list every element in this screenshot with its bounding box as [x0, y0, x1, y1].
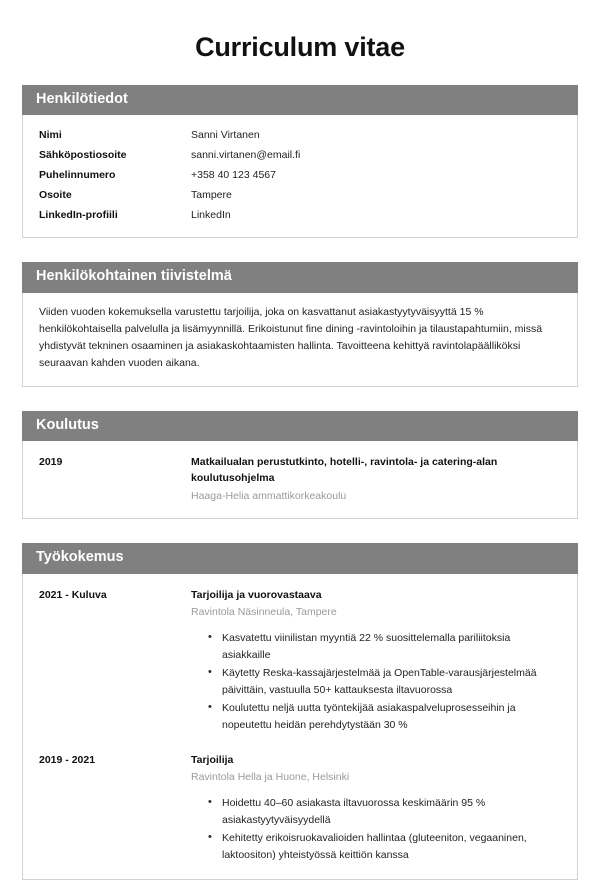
- section-body-experience: [22, 574, 578, 880]
- entry-organisation: Ravintola Hella ja Huone, Helsinki: [191, 771, 350, 784]
- section-education: [22, 411, 578, 519]
- section-header-experience: Työkokemus: [22, 543, 578, 574]
- entry-title: Matkailualan perustutkinto, hotelli-, ravintola- ja catering-alan koulutusohjelma: [191, 456, 498, 485]
- section-personal-details: [22, 85, 578, 239]
- entry-bullet-list: [191, 795, 561, 864]
- section-summary: [22, 262, 578, 387]
- section-header-summary: Henkilökohtainen tiivistelmä: [22, 262, 578, 293]
- info-row: [39, 145, 561, 165]
- info-label: Sähköpostiosoite: [39, 149, 127, 162]
- entry-organisation: Haaga-Helia ammattikorkeakoulu: [191, 489, 347, 502]
- info-value-linkedin[interactable]: LinkedIn: [191, 209, 231, 222]
- entry-period: 2019 - 2021: [39, 753, 96, 766]
- info-label: Puhelinnumero: [39, 169, 116, 182]
- info-value: Sanni Virtanen: [191, 129, 260, 142]
- section-experience: [22, 543, 578, 880]
- info-row: [39, 165, 561, 185]
- info-row: [39, 205, 561, 225]
- page-title: Curriculum vitae: [195, 32, 405, 62]
- entry-period: 2019: [39, 456, 63, 469]
- list-item: • Koulutettu neljä uutta työntekijää asiakaspalveluprosesseihin ja nopeutettu heidän perehdytystään 30 %: [208, 700, 561, 734]
- spacer-after-personal-details: [0, 238, 600, 262]
- list-item: • Hoidettu 40–60 asiakasta iltavuorossa keskimäärin 95 % asiakastyytyväisyydellä: [208, 795, 561, 829]
- info-value: +358 40 123 4567: [191, 169, 276, 182]
- section-body-personal-details: [22, 115, 578, 238]
- entry-main: [191, 455, 561, 504]
- experience-entry: [39, 584, 561, 737]
- entry-main: [191, 588, 561, 735]
- section-body-education: [22, 441, 578, 519]
- info-label: Osoite: [39, 189, 72, 202]
- entry-bullet-list: [191, 630, 561, 734]
- info-row: [39, 185, 561, 205]
- list-item: • Kasvatettu viinilistan myyntiä 22 % suosittelemalla pariliitoksia asiakkaille: [208, 630, 561, 664]
- list-item: • Käytetty Reska-kassajärjestelmää ja OpenTable-varausjärjestelmää päivittäin, vastuulla 50+ kattauksesta iltavuorossa: [208, 665, 561, 699]
- summary-paragraph: Viiden vuoden kokemuksella varustettu tarjoilija, joka on kasvattanut asiakastyytyväisyyttä 15 % henkilökohtaisella palvelulla ja lisämyynnillä. Erikoistunut fine dining -ravintoloihin ja tilaustapahtumiin, missä yhdistyvät tekninen osaaminen ja asiakaskohtaamisten hallinta. Tavoitteena kehittyä ravintolapäälliköksi seuraavan kahden vuoden aikana.: [39, 305, 543, 369]
- spacer-after-education: [0, 519, 600, 543]
- entry-title: Tarjoilija: [191, 753, 234, 766]
- list-item: • Kehitetty erikoisruokavalioiden hallintaa (gluteeniton, vegaaninen, laktoositon) yhteistyössä keittiön kanssa: [208, 830, 561, 864]
- info-row: [39, 125, 561, 145]
- spacer-title: [0, 63, 600, 85]
- spacer-after-summary: [0, 387, 600, 411]
- entry-title: Tarjoilija ja vuorovastaava: [191, 588, 322, 601]
- section-body-summary: [22, 293, 578, 387]
- entry-period: 2021 - Kuluva: [39, 588, 107, 601]
- info-value: sanni.virtanen@email.fi: [191, 149, 301, 162]
- education-entry: [39, 451, 561, 506]
- info-label: LinkedIn-profiili: [39, 209, 118, 222]
- section-header-education: Koulutus: [22, 411, 578, 442]
- info-value: Tampere: [191, 189, 232, 202]
- section-header-personal-details: Henkilötiedot: [22, 85, 578, 116]
- experience-entry: [39, 737, 561, 867]
- info-label: Nimi: [39, 129, 62, 142]
- entry-organisation: Ravintola Näsinneula, Tampere: [191, 606, 337, 619]
